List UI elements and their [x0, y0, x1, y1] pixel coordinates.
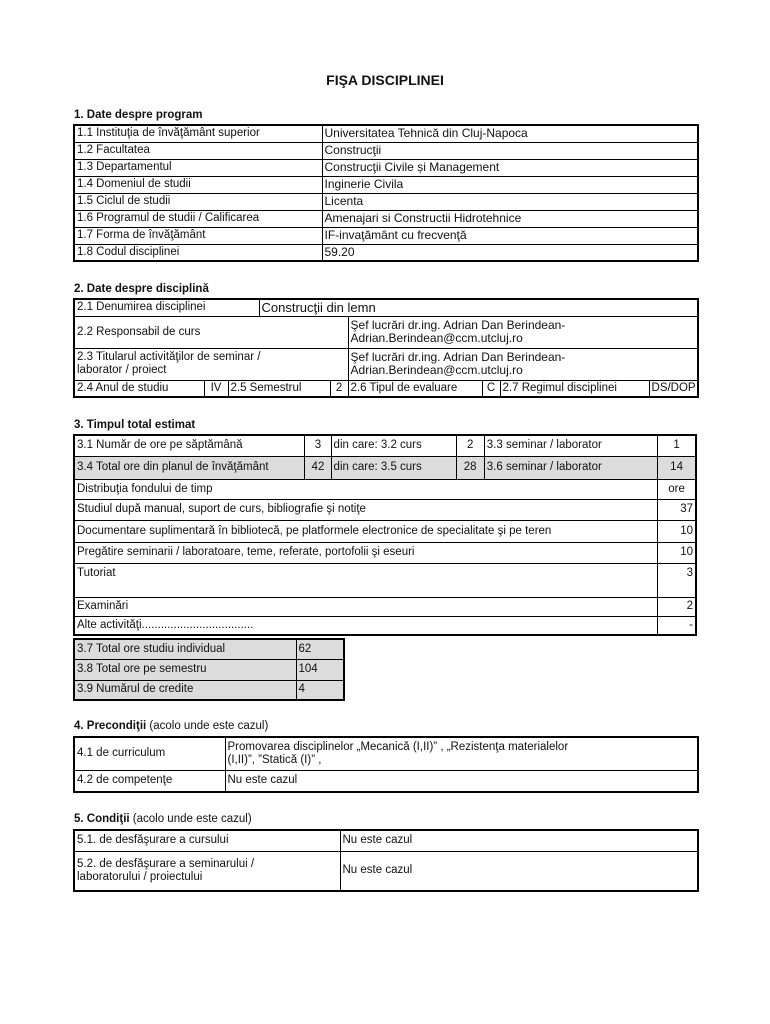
program-value: Licenta — [322, 193, 698, 210]
page-title: FIŞA DISCIPLINEI — [326, 72, 444, 88]
section-5-note: (acolo unde este cazul) — [129, 813, 252, 825]
section-5-heading — [74, 813, 252, 825]
time-distribution-header — [74, 479, 696, 499]
activity-holder-name: Şef lucrări dr.ing. Adrian Dan Berindean- — [350, 350, 566, 364]
total-plan-hours-value: 42 — [305, 456, 331, 479]
total-course-value: 28 — [456, 456, 484, 479]
course-responsible-email: Adrian.Berindean@ccm.utcluj.ro — [350, 331, 523, 345]
program-label: 1.1 Instituţia de învăţământ superior — [74, 125, 322, 142]
study-year-value: IV — [204, 380, 228, 397]
program-value: 59.20 — [322, 244, 698, 261]
time-distribution-row — [74, 563, 696, 597]
time-distribution-hours: 10 — [658, 542, 696, 563]
curriculum-value — [225, 737, 698, 770]
seminar-conditions-label-line2: laboratorului / proiectului — [77, 870, 203, 883]
discipline-details-row — [74, 380, 698, 397]
weekly-course-value: 2 — [456, 435, 484, 456]
weekly-hours-label: 3.1 Număr de ore pe săptămână — [74, 435, 305, 456]
discipline-regime-label: 2.7 Regimul disciplinei — [500, 380, 649, 397]
time-total-row — [74, 680, 344, 700]
time-distribution-hours: 2 — [658, 597, 696, 616]
activity-holder-email: Adrian.Berindean@ccm.utcluj.ro — [350, 363, 523, 377]
program-row — [74, 227, 698, 244]
section-1-heading: 1. Date despre program — [74, 109, 203, 121]
program-label: 1.3 Departamentul — [74, 159, 322, 176]
seminar-conditions-row — [74, 851, 698, 891]
seminar-conditions-value: Nu este cazul — [340, 851, 698, 891]
activity-holder-label — [74, 348, 348, 380]
discipline-table — [73, 298, 699, 398]
program-label: 1.8 Codul disciplinei — [74, 244, 322, 261]
time-distribution-hours: 10 — [658, 520, 696, 542]
seminar-conditions-label-line1: 5.2. de desfăşurare a seminarului / — [77, 857, 255, 870]
time-total-row — [74, 639, 344, 659]
activity-holder-label-line2: laborator / proiect — [77, 364, 167, 376]
time-total-row — [74, 659, 344, 680]
curriculum-label: 4.1 de curriculum — [74, 737, 225, 770]
conditions-table — [73, 829, 699, 892]
course-conditions-row — [74, 830, 698, 851]
semester-value: 2 — [330, 380, 348, 397]
activity-holder-value — [348, 348, 698, 380]
program-label: 1.7 Forma de învăţământ — [74, 227, 322, 244]
seminar-conditions-label — [74, 851, 340, 891]
time-distribution-item: Tutoriat — [74, 563, 658, 597]
program-value: Construcţii — [322, 142, 698, 159]
discipline-regime-value: DS/DOP — [649, 380, 698, 397]
time-distribution-item: Examinări — [74, 597, 658, 616]
course-responsible-value — [348, 316, 698, 348]
program-label: 1.6 Programul de studii / Calificarea — [74, 210, 322, 227]
program-row — [74, 210, 698, 227]
program-row — [74, 142, 698, 159]
program-row — [74, 159, 698, 176]
preconditions-table — [73, 736, 699, 793]
curriculum-value-line2: (I,II)”, ”Statică (I)” , — [227, 753, 322, 766]
program-row — [74, 193, 698, 210]
time-total-value: 4 — [296, 680, 344, 700]
time-distribution-row — [74, 542, 696, 563]
time-distribution-label: Distribuţia fondului de timp — [74, 479, 658, 499]
weekly-seminar-value: 1 — [658, 435, 696, 456]
competences-value: Nu este cazul — [225, 770, 698, 792]
total-seminar-label: 3.6 seminar / laborator — [484, 456, 657, 479]
program-row — [74, 125, 698, 142]
weekly-hours-value: 3 — [305, 435, 331, 456]
competences-label: 4.2 de competenţe — [74, 770, 225, 792]
time-total-label: 3.7 Total ore studiu individual — [74, 639, 296, 659]
time-distribution-item: Studiul după manual, suport de curs, bibliografie şi notiţe — [74, 499, 658, 520]
section-2-heading: 2. Date despre disciplină — [74, 283, 209, 295]
time-distribution-hours: 3 — [658, 563, 696, 597]
curriculum-row — [74, 737, 698, 770]
total-course-label: din care: 3.5 curs — [331, 456, 456, 479]
program-value: Universitatea Tehnică din Cluj-Napoca — [322, 125, 698, 142]
time-distribution-unit: ore — [658, 479, 696, 499]
weekly-hours-row — [74, 435, 696, 456]
program-row — [74, 176, 698, 193]
time-distribution-hours: 37 — [658, 499, 696, 520]
course-responsible-label: 2.2 Responsabil de curs — [74, 316, 348, 348]
time-distribution-item: Pregătire seminarii / laboratoare, teme, referate, portofolii şi eseuri — [74, 542, 658, 563]
time-totals-table — [73, 638, 345, 701]
time-distribution-row — [74, 597, 696, 616]
course-responsible-row — [74, 316, 698, 348]
time-distribution-item: Alte activităţi................................... — [74, 616, 658, 635]
time-distribution-item: Documentare suplimentară în bibliotecă, pe platformele electronice de specialitate şi pe teren — [74, 520, 658, 542]
total-seminar-value: 14 — [658, 456, 696, 479]
program-row — [74, 244, 698, 261]
section-4-heading — [74, 720, 268, 732]
program-label: 1.2 Facultatea — [74, 142, 322, 159]
time-total-label: 3.8 Total ore pe semestru — [74, 659, 296, 680]
time-total-value: 104 — [296, 659, 344, 680]
discipline-name-label: 2.1 Denumirea disciplinei — [74, 299, 259, 316]
program-label: 1.4 Domeniul de studii — [74, 176, 322, 193]
section-5-title: 5. Condiţii — [74, 813, 130, 825]
course-conditions-label: 5.1. de desfăşurare a cursului — [74, 830, 340, 851]
total-plan-hours-row — [74, 456, 696, 479]
program-table — [73, 124, 699, 262]
evaluation-type-label: 2.6 Tipul de evaluare — [348, 380, 482, 397]
time-distribution-row — [74, 520, 696, 542]
competences-row — [74, 770, 698, 792]
time-distribution-hours: - — [658, 616, 696, 635]
program-label: 1.5 Ciclul de studii — [74, 193, 322, 210]
time-total-value: 62 — [296, 639, 344, 659]
program-value: Inginerie Civila — [322, 176, 698, 193]
activity-holder-row — [74, 348, 698, 380]
total-plan-hours-label: 3.4 Total ore din planul de învăţământ — [74, 456, 305, 479]
time-distribution-row — [74, 499, 696, 520]
section-3-heading: 3. Timpul total estimat — [74, 419, 196, 431]
evaluation-type-value: C — [482, 380, 500, 397]
program-value: IF-invaţământ cu frecvenţă — [322, 227, 698, 244]
course-conditions-value: Nu este cazul — [340, 830, 698, 851]
curriculum-value-line1: Promovarea disciplinelor „Mecanică (I,II)” , „Rezistenţa materialelor — [227, 740, 569, 753]
program-value: Construcţii Civile și Management — [322, 159, 698, 176]
discipline-name-row — [74, 299, 698, 316]
discipline-name-value: Construcţii din lemn — [259, 299, 698, 316]
time-total-label: 3.9 Numărul de credite — [74, 680, 296, 700]
weekly-course-label: din care: 3.2 curs — [331, 435, 456, 456]
study-year-label: 2.4 Anul de studiu — [74, 380, 204, 397]
section-4-note: (acolo unde este cazul) — [146, 720, 269, 732]
activity-holder-label-line1: 2.3 Titularul activităţilor de seminar / — [77, 351, 261, 363]
semester-label: 2.5 Semestrul — [228, 380, 330, 397]
time-distribution-row — [74, 616, 696, 635]
weekly-seminar-label: 3.3 seminar / laborator — [484, 435, 657, 456]
section-4-title: 4. Precondiţii — [74, 720, 147, 732]
program-value: Amenajari si Constructii Hidrotehnice — [322, 210, 698, 227]
time-table — [73, 434, 697, 636]
course-responsible-name: Şef lucrări dr.ing. Adrian Dan Berindean- — [350, 318, 566, 332]
